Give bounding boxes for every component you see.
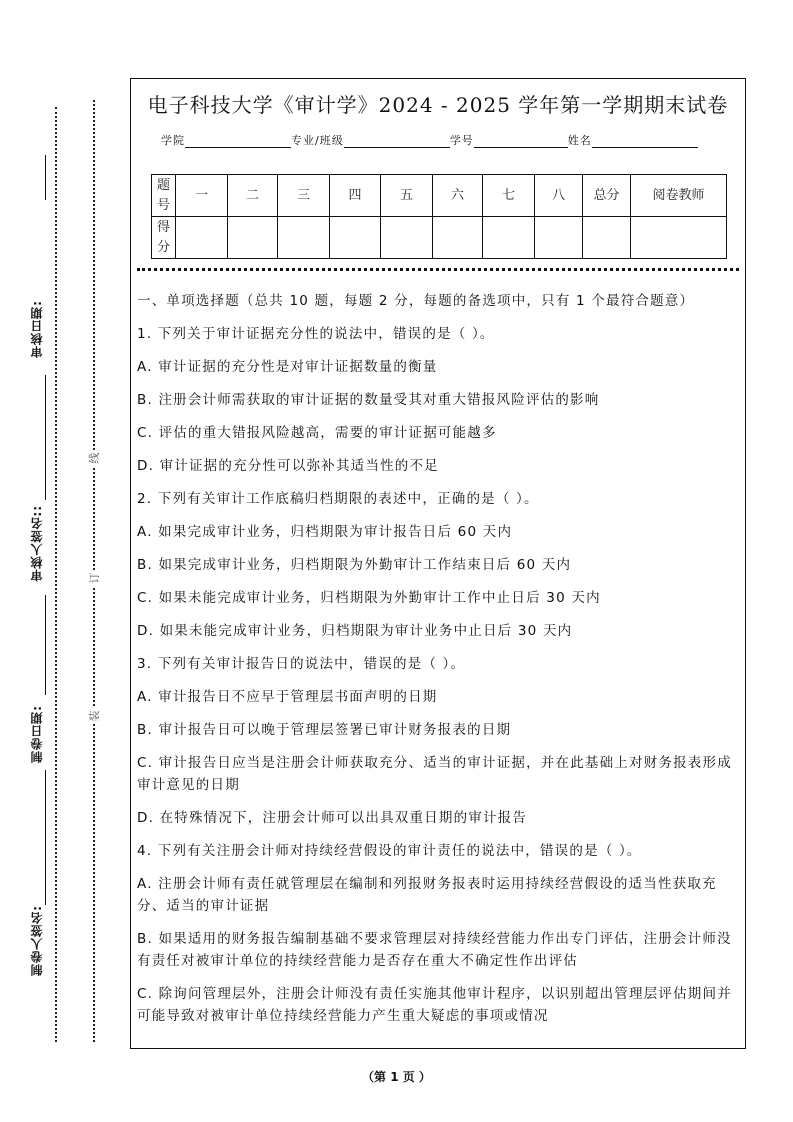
score-cell[interactable] bbox=[176, 217, 228, 259]
page-number: （第 1 页 ） bbox=[362, 1070, 431, 1084]
question-option: D. 如果未能完成审计业务，归档期限为审计业务中止日后 30 天内 bbox=[137, 623, 573, 639]
question-option: B. 如果适用的财务报告编制基础不要求管理层对持续经营能力作出专门评估，注册会计师没有责任对被审计单位的持续经营能力是否存在重大不确定性作出评估 bbox=[137, 931, 732, 969]
column-header: 总分 bbox=[583, 175, 631, 217]
question-stem: 4. 下列有关注册会计师对持续经营假设的审计责任的说法中，错误的是（ ）。 bbox=[137, 843, 642, 859]
question-option: D. 在特殊情况下，注册会计师可以出具双重日期的审计报告 bbox=[137, 810, 528, 826]
question-stem: 3. 下列有关审计报告日的说法中，错误的是（ ）。 bbox=[137, 656, 466, 672]
reviewer-signature-label: 审核人签名:: bbox=[30, 505, 44, 582]
question-option: C. 审计报告日应当是注册会计师获取充分、适当的审计证据，并在此基础上对财务报表形成审计意见的日期 bbox=[137, 755, 732, 793]
column-header: 八 bbox=[535, 175, 583, 217]
paper-maker-signature-label: 制卷人签名: bbox=[30, 905, 44, 976]
question-option: C. 评估的重大错报风险越高，需要的审计证据可能越多 bbox=[137, 425, 497, 441]
question-stem: 1. 下列关于审计证据充分性的说法中，错误的是（ ）。 bbox=[137, 326, 495, 342]
college-field[interactable] bbox=[185, 134, 291, 148]
column-header: 六 bbox=[433, 175, 483, 217]
column-header: 阅卷教师 bbox=[631, 175, 727, 217]
score-cell[interactable] bbox=[228, 217, 278, 259]
column-header: 四 bbox=[330, 175, 381, 217]
question-option: C. 除询问管理层外，注册会计师没有责任实施其他审计程序，以识别超出管理层评估期间并可能导致对被审计单位持续经营能力产生重大疑虑的事项或情况 bbox=[137, 986, 732, 1024]
binding-dotted-line-inner bbox=[55, 107, 57, 1042]
paper-date-label: 制卷日期: bbox=[30, 705, 44, 763]
question-option: B. 审计报告日可以晚于管理层签署已审计财务报表的日期 bbox=[137, 722, 512, 738]
college-label: 学院 bbox=[161, 134, 185, 147]
review-date-label: 审核日期: bbox=[30, 300, 44, 358]
major-class-field[interactable] bbox=[344, 134, 450, 148]
score-table-score-row bbox=[152, 217, 727, 259]
exam-content bbox=[137, 290, 739, 1038]
question-option: A. 注册会计师有责任就管理层在编制和列报财务报表时运用持续经营假设的适当性获取充分、适当的审计证据 bbox=[137, 876, 717, 914]
question-option: A. 审计报告日不应早于管理层书面声明的日期 bbox=[137, 689, 438, 705]
column-header: 五 bbox=[381, 175, 433, 217]
score-cell[interactable] bbox=[483, 217, 535, 259]
exam-page-frame bbox=[130, 78, 746, 1049]
question-stem: 2. 下列有关审计工作底稿归档期限的表述中，正确的是（ ）。 bbox=[137, 491, 539, 507]
student-id-label: 学号 bbox=[449, 134, 474, 147]
binding-char-zhuang: 装 bbox=[86, 708, 102, 724]
signature-line bbox=[45, 595, 46, 695]
score-cell[interactable] bbox=[535, 217, 583, 259]
row-header-question-no: 题号 bbox=[152, 175, 176, 217]
binding-char-ding: 订 bbox=[86, 570, 102, 586]
section-heading: 一、单项选择题（总共 10 题，每题 2 分，每题的备选项中，只有 1 个最符合题意） bbox=[137, 293, 695, 309]
column-header: 三 bbox=[278, 175, 330, 217]
name-field[interactable] bbox=[592, 134, 698, 148]
signature-line bbox=[45, 155, 46, 200]
score-cell[interactable] bbox=[278, 217, 330, 259]
score-cell[interactable] bbox=[631, 217, 727, 259]
section-separator bbox=[137, 268, 739, 271]
score-cell[interactable] bbox=[381, 217, 433, 259]
name-label: 姓名 bbox=[567, 134, 592, 147]
row-header-score: 得分 bbox=[152, 217, 176, 259]
binding-char-xian: 线 bbox=[86, 450, 102, 466]
question-option: C. 如果未能完成审计业务，归档期限为外勤审计工作中止日后 30 天内 bbox=[137, 590, 601, 606]
question-option: B. 注册会计师需获取的审计证据的数量受其对重大错报风险评估的影响 bbox=[137, 392, 600, 408]
score-cell[interactable] bbox=[330, 217, 381, 259]
student-id-field[interactable] bbox=[474, 134, 568, 148]
question-option: A. 审计证据的充分性是对审计证据数量的衡量 bbox=[137, 359, 438, 375]
exam-title: 电子科技大学《审计学》2024 - 2025 学年第一学期期末试卷 bbox=[147, 93, 729, 117]
score-cell[interactable] bbox=[583, 217, 631, 259]
score-table-header-row bbox=[152, 175, 727, 217]
question-option: D. 审计证据的充分性可以弥补其适当性的不足 bbox=[137, 458, 439, 474]
column-header: 一 bbox=[176, 175, 228, 217]
signature-line bbox=[45, 375, 46, 500]
question-option: B. 如果完成审计业务，归档期限为外勤审计工作结束日后 60 天内 bbox=[137, 557, 572, 573]
score-cell[interactable] bbox=[433, 217, 483, 259]
major-class-label: 专业/班级 bbox=[291, 134, 344, 147]
score-table bbox=[151, 174, 727, 259]
column-header: 二 bbox=[228, 175, 278, 217]
column-header: 七 bbox=[483, 175, 535, 217]
signature-line bbox=[45, 770, 46, 905]
question-option: A. 如果完成审计业务，归档期限为审计报告日后 60 天内 bbox=[137, 524, 513, 540]
student-info-row bbox=[161, 132, 698, 148]
